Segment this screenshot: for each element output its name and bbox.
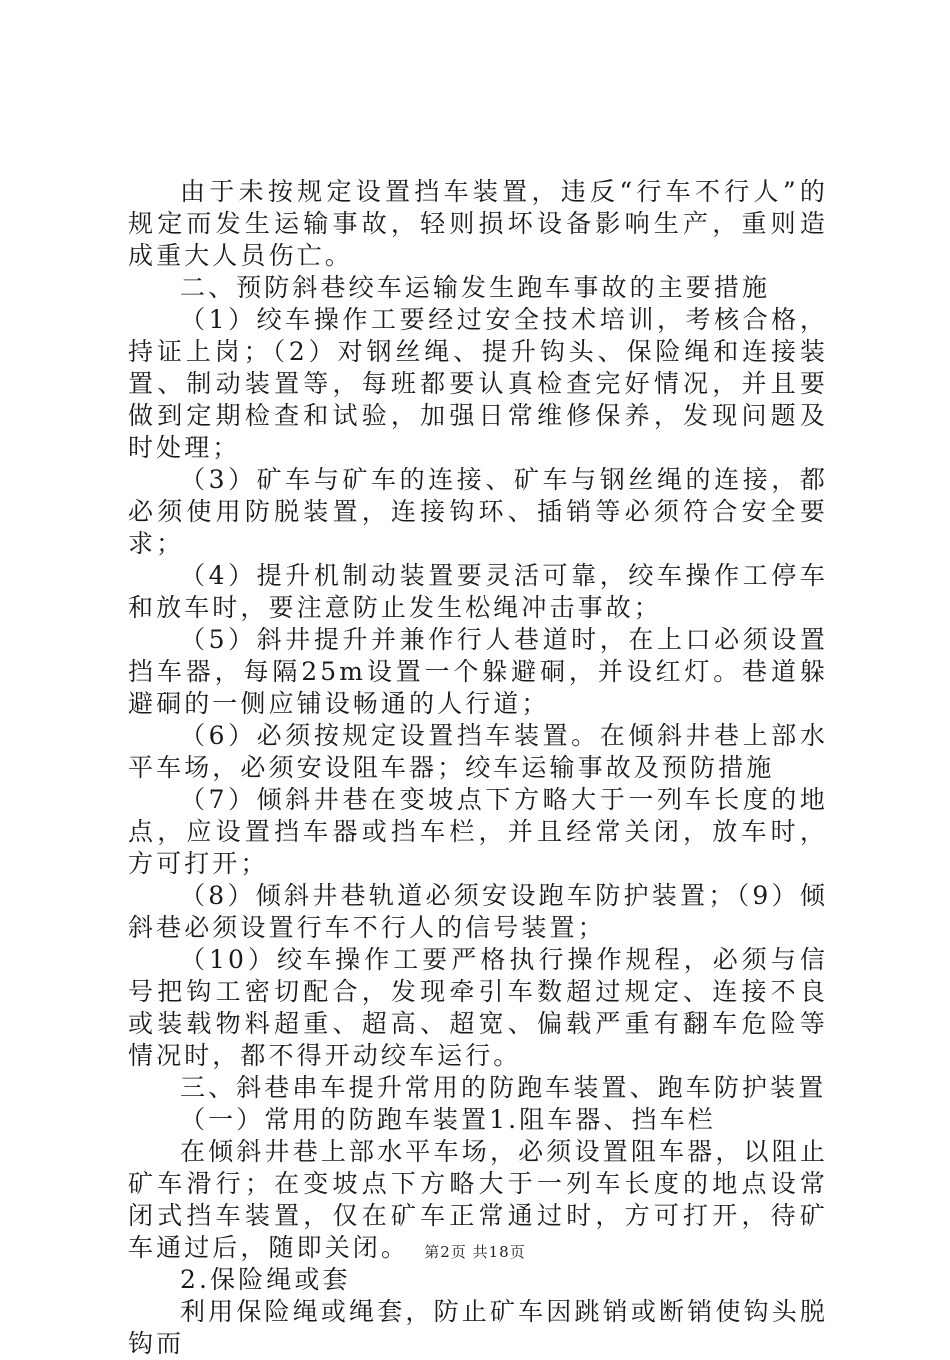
- document-body: [128, 176, 828, 1360]
- paragraph: （10）绞车操作工要严格执行操作规程，必须与信号把钩工密切配合，发现牵引车数超过规定、连接不良或装载物料超重、超高、超宽、偏载严重有翻车危险等情况时，都不得开动绞车运行。: [128, 945, 828, 1070]
- paragraph: （6）必须按规定设置挡车装置。在倾斜井巷上部水平车场，必须安设阻车器；绞车运输事故及预防措施: [128, 721, 828, 782]
- paragraph: 利用保险绳或绳套，防止矿车因跳销或断销使钩头脱钩而: [128, 1297, 828, 1358]
- subsection-heading: （一）常用的防跑车装置1.阻车器、挡车栏: [180, 1105, 716, 1134]
- paragraph: （8）倾斜井巷轨道必须安设跑车防护装置；（9）倾斜巷必须设置行车不行人的信号装置；: [128, 881, 828, 942]
- paragraph: 在倾斜井巷上部水平车场，必须设置阻车器，以阻止矿车滑行；在变坡点下方略大于一列车长度的地点设常闭式挡车装置，仅在矿车正常通过时，方可打开，待矿车通过后，随即关闭。: [128, 1137, 828, 1262]
- subsection-heading: 2.保险绳或套: [180, 1265, 351, 1294]
- section-heading: 二、预防斜巷绞车运输发生跑车事故的主要措施: [180, 273, 771, 302]
- page-number-footer: 第2页 共18页: [424, 1243, 526, 1261]
- paragraph: （4）提升机制动装置要灵活可靠，绞车操作工停车和放车时，要注意防止发生松绳冲击事故；: [128, 561, 828, 622]
- paragraph: （1）绞车操作工要经过安全技术培训，考核合格，持证上岗；（2）对钢丝绳、提升钩头、保险绳和连接装置、制动装置等，每班都要认真检查完好情况，并且要做到定期检查和试验，加强日常维修保养，发现问题及时处理；: [128, 305, 828, 462]
- paragraph: （7）倾斜井巷在变坡点下方略大于一列车长度的地点，应设置挡车器或挡车栏，并且经常关闭，放车时，方可打开；: [128, 785, 828, 878]
- paragraph: （5）斜井提升并兼作行人巷道时，在上口必须设置挡车器，每隔25m设置一个躲避硐，并设红灯。巷道躲避硐的一侧应铺设畅通的人行道；: [128, 625, 828, 718]
- paragraph: （3）矿车与矿车的连接、矿车与钢丝绳的连接，都必须使用防脱装置，连接钩环、插销等必须符合安全要求；: [128, 465, 828, 558]
- paragraph: 由于未按规定设置挡车装置，违反“行车不行人”的规定而发生运输事故，轻则损坏设备影响生产，重则造成重大人员伤亡。: [128, 177, 828, 270]
- section-heading: 三、斜巷串车提升常用的防跑车装置、跑车防护装置: [180, 1073, 827, 1102]
